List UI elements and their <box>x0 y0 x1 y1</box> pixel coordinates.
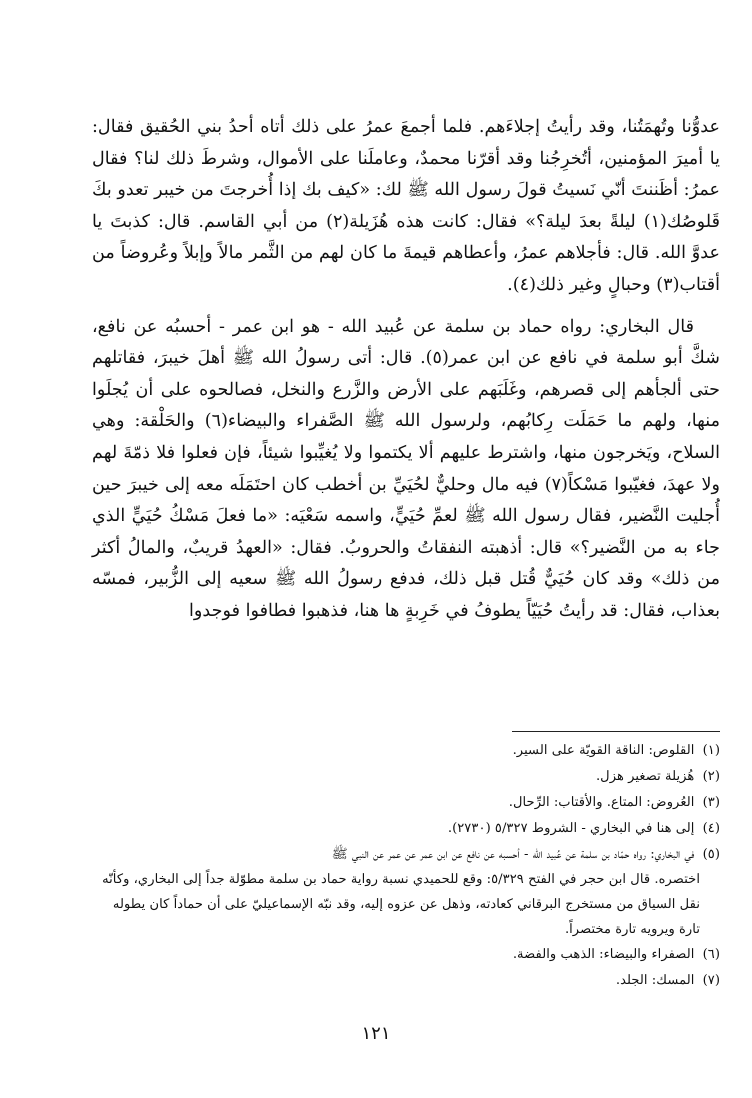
paragraph: قال البخاري: رواه حماد بن سلمة عن عُبيد الله - هو ابن عمر - أحسبُه عن نافع، شكَّ أبو سلمة في نافع عن ابن عمر(٥). قال: أتى رسولُ الله ﷺ أهلَ خيبرَ، فقاتلهم حتى ألجأهم إلى قصرهم، وغَلَبَهم على الأرض والزَّرع والنخل، فصالحوه على أن يُجلَوا منها، ولهم ما حَمَلَت رِكابُهم، ولرسول الله ﷺ الصَّفراء والبيضاء(٦) والحَلْقة: وهي السلاح، ويَخرجون منها، واشترط عليهم ألا يكتموا ولا يُغيِّبوا شيئاً، فإن فعلوا فلا ذمّةَ لهم ولا عهدَ، فغيّبوا مَسْكاً(٧) فيه مال وحليٌّ لحُيَيِّ بن أخطب كان احتَمَلَه معه إلى خيبرَ حين أُجليت النَّضير، فقال رسول الله ﷺ لعمِّ حُيَيٍّ، واسمه سَعْيَه: «ما فعلَ مَسْكُ حُيَيٍّ الذي جاء به من النَّضير؟» قال: أذهبته النفقاتُ والحروبُ. فقال: «العهدُ قريبٌ، والمالُ أكثر من ذلك» وقد كان حُيَيٌّ قُتل قبل ذلك، فدفع رسولُ الله ﷺ سعيه إلى الزُّبير، فمسّه بعذاب، فقال: قد رأيتُ حُيَيّاً يطوفُ في خَرِبةٍ ها هنا، فذهبوا فطافوا فوجدوا <box>92 316 721 621</box>
footnote-separator <box>512 731 720 732</box>
page-number: ١٢١ <box>361 1023 391 1044</box>
footnote-text: في البخاري: رواه حمّاد بن سلمة عن عُبيد الله - أحسبه عن نافع عن ابن عمر عن عمر عن النبي ﷺ <box>331 847 695 862</box>
footnote-number: (١) <box>702 743 720 758</box>
footnote-text: القلوص: الناقة القويّة على السير. <box>512 743 695 758</box>
footnote <box>92 738 720 764</box>
paragraph: عدوُّنا وتُهمَتُنا، وقد رأيتُ إجلاءَهم. فلما أجمعَ عمرُ على ذلك أتاه أحدُ بني الحُقيق فقال: يا أميرَ المؤمنين، أتُخرِجُنا وقد أقرّنا محمدٌ، وعاملَنا على الأموال، وشرطَ ذلك لنا؟ فقال عمرُ: أظَننتَ أنّي نَسيتُ قولَ رسول الله ﷺ لك: «كيف بك إذا أُخرجتَ من خيبر تعدو بكَ قَلوصُك(١) ليلةً بعدَ ليلة؟» فقال: كانت هذه هُزَيلة(٢) من أبي القاسم. قال: كذبتَ يا عدوَّ الله. قال: فأجلاهم عمرُ، وأعطاهم قيمةَ ما كان لهم من الثَّمر مالاً وإبلاً وعُروضاً من أقتاب(٣) وحبالٍ وغير ذلك(٤). <box>92 117 720 295</box>
footnote-number: (٥) <box>702 847 720 862</box>
footnote-number: (٢) <box>702 769 720 784</box>
footnote-text: الصفراء والبيضاء: الذهب والفضة. <box>512 947 695 962</box>
footnote-text: هُزيلة تصغير هزل. <box>595 769 695 784</box>
footnote-number: (٦) <box>702 947 720 962</box>
footnote <box>92 968 720 994</box>
footnote-number: (٧) <box>702 973 720 988</box>
footnote <box>92 942 720 968</box>
footnotes <box>92 738 720 994</box>
footnote <box>92 764 720 790</box>
footnote-continuation: اختصره. قال ابن حجر في الفتح ٥/٣٢٩: وقع للحميدي نسبة رواية حماد بن سلمة مطوّلة جداً إلى البخاري، وكأنّه نقل السياق من مستخرج البرقاني كعادته، وذهل عن عزوه إليه، وقد نبّه الإسماعيليّ على أن حماداً كان يطوله تارة ويرويه تارة مختصراً. <box>102 872 700 937</box>
footnote-number: (٤) <box>702 821 720 836</box>
main-text <box>92 112 720 628</box>
footnote <box>92 790 720 816</box>
footnote-text: العُروض: المتاع. والأقتاب: الرِّحال. <box>508 795 695 810</box>
footnote <box>92 842 720 942</box>
footnote <box>92 816 720 842</box>
footnote-text: المسك: الجلد. <box>615 973 695 988</box>
footnote-number: (٣) <box>702 795 720 810</box>
footnote-text: إلى هنا في البخاري - الشروط ٥/٣٢٧ (٢٧٣٠). <box>447 821 695 836</box>
